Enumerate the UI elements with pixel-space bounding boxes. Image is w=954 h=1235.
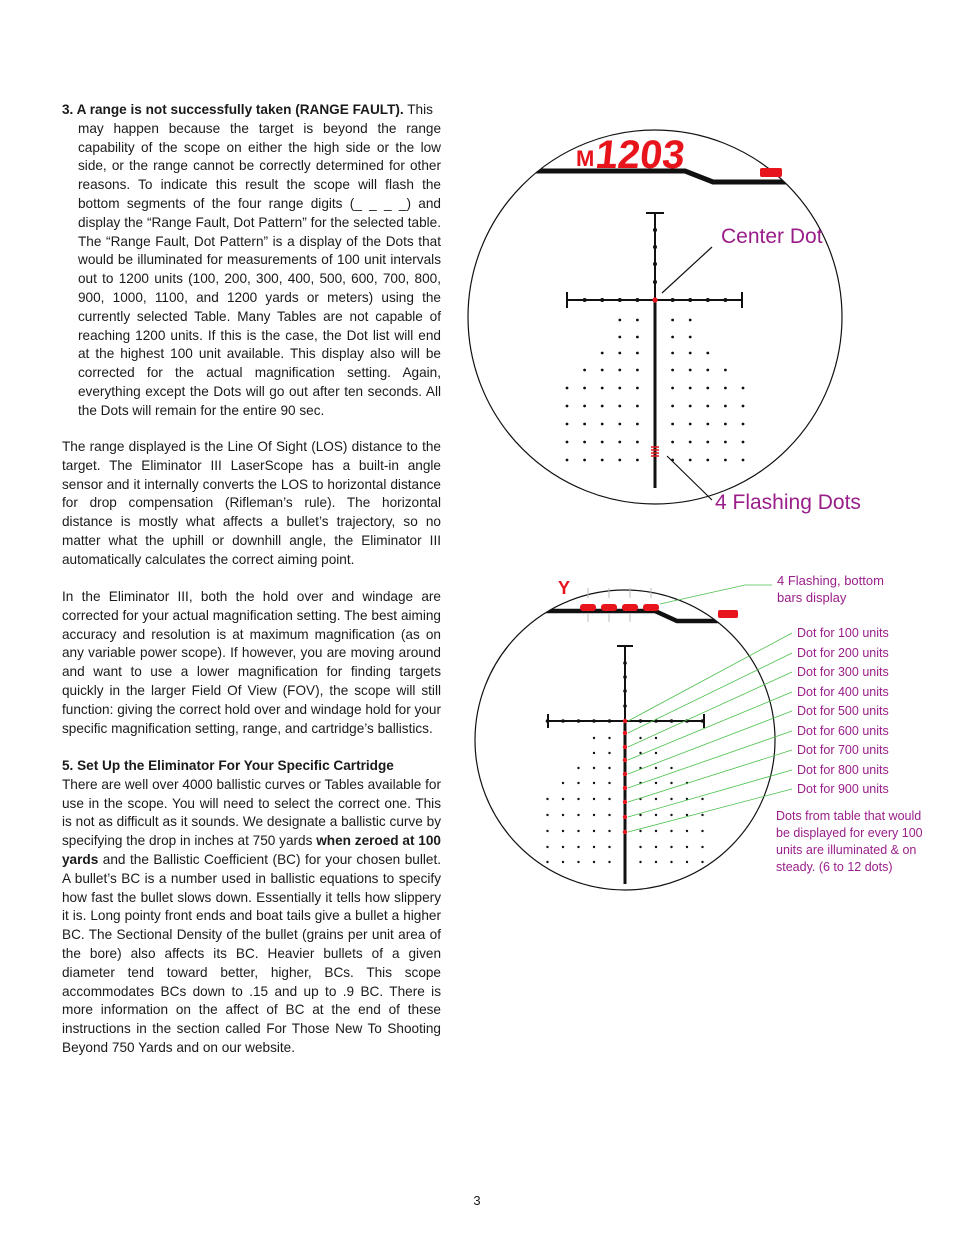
section-5 bbox=[62, 757, 441, 1058]
reticle-dot bbox=[670, 830, 672, 832]
display-bar-2 bbox=[470, 611, 800, 621]
section-5-body: There are well over 4000 ballistic curves or Tables available for use in the scope. You will need to select the correct one. This is not as difficult as it sounds. We designate a ballistic curve by specifying the drop in inches at 750 yards when zeroed at 100 yards and the Ballistic Coefficient (BC) for your chosen bullet. A bullet’s BC is a number used in ballistic equations to specify how fast the bullet slows down. Essentially it tells how slippery it is. Long pointy front ends and boat tails give a bullet a higher BC. The Sectional Density of the bullet (grains per unit area of the bore) also affects its BC. Heavier bullets of a given diameter tend toward better, higher, BCs. This scope accommodates BCs down to .15 and up to .9 BC. There is more information on the affect of BC at the end of these instructions in the section called For Those New To Shooting Beyond 750 Yards and on our website. bbox=[62, 776, 441, 1055]
reticle-dot bbox=[655, 861, 657, 863]
reticle-dot bbox=[601, 405, 604, 408]
label-leaders bbox=[628, 633, 792, 832]
reticle-dot bbox=[583, 423, 586, 426]
range-fault-heading: 3. A range is not successfully taken (RANGE FAULT). bbox=[62, 102, 404, 117]
dot-label: Dot for 100 units bbox=[797, 626, 889, 640]
center-dot bbox=[652, 297, 657, 302]
reticle-dot bbox=[655, 830, 657, 832]
dot-label: Dot for 200 units bbox=[797, 646, 889, 660]
reticle-dot bbox=[636, 423, 639, 426]
reticle-dot bbox=[566, 405, 569, 408]
section-5-heading: 5. Set Up the Eliminator For Your Specific Cartridge bbox=[62, 758, 394, 773]
reticle-dot bbox=[689, 423, 692, 426]
reticle-dot bbox=[670, 861, 672, 863]
reticle-dot bbox=[636, 336, 639, 339]
reticle-dot bbox=[608, 767, 610, 769]
reticle-dot bbox=[608, 719, 612, 723]
reticle-figure-range-fault bbox=[455, 105, 875, 525]
reticle-dot bbox=[670, 767, 672, 769]
reticle-dot bbox=[546, 798, 548, 800]
reticle-dot bbox=[670, 846, 672, 848]
dot-label: Dot for 400 units bbox=[797, 685, 889, 699]
reticle-dot bbox=[593, 830, 595, 832]
reticle-dot bbox=[639, 752, 641, 754]
reticle-dot bbox=[653, 280, 657, 284]
reticle-dot bbox=[655, 782, 657, 784]
bars-leader bbox=[660, 585, 772, 604]
reticle-dot bbox=[689, 405, 692, 408]
reticle-dot bbox=[636, 405, 639, 408]
reticle-dot bbox=[724, 441, 727, 444]
reticle-dot bbox=[671, 423, 674, 426]
reticle-dot bbox=[601, 459, 604, 462]
reticle-dot bbox=[593, 767, 595, 769]
dot-label: Dot for 300 units bbox=[797, 665, 889, 679]
dot-label-leader bbox=[628, 731, 792, 788]
reticle-dot bbox=[724, 387, 727, 390]
reticle-dot bbox=[636, 352, 639, 355]
reticle-dot bbox=[706, 423, 709, 426]
reticle-dot bbox=[742, 387, 745, 390]
note-line-1: Dots from table that would bbox=[776, 809, 922, 823]
reticle-dot bbox=[636, 369, 639, 372]
reticle-dot bbox=[639, 719, 643, 723]
reticle-dot bbox=[623, 689, 627, 693]
reticle-dot bbox=[583, 405, 586, 408]
reticle-dot bbox=[623, 800, 627, 804]
reticle-dot bbox=[655, 798, 657, 800]
reticle-dot bbox=[593, 846, 595, 848]
reticle-dot bbox=[742, 441, 745, 444]
bars-label-line2: bars display bbox=[777, 590, 847, 605]
reticle-dot bbox=[671, 441, 674, 444]
bars-label-line1: 4 Flashing, bottom bbox=[777, 573, 884, 588]
reticle-dot bbox=[546, 830, 548, 832]
reticle-dot bbox=[546, 719, 550, 723]
dot-label: Dot for 700 units bbox=[797, 743, 889, 757]
reticle-dot bbox=[577, 782, 579, 784]
reticle-dot bbox=[608, 752, 610, 754]
reticle-figure-dot-pattern bbox=[455, 560, 935, 910]
reticle-dot bbox=[562, 798, 564, 800]
reticle-dot bbox=[566, 441, 569, 444]
reticle-dot bbox=[601, 352, 604, 355]
reticle-dot bbox=[670, 782, 672, 784]
reticle-dot bbox=[655, 814, 657, 816]
reticle-dot bbox=[583, 459, 586, 462]
unit-letter-2: Y bbox=[558, 578, 571, 598]
reticle-dot bbox=[689, 352, 692, 355]
reticle-dot bbox=[583, 441, 586, 444]
reticle-dot bbox=[689, 336, 692, 339]
reticle-dot bbox=[600, 298, 604, 302]
reticle-dot bbox=[655, 767, 657, 769]
reticle-dot bbox=[706, 459, 709, 462]
center-dot-label: Center Dot bbox=[721, 225, 823, 248]
range-fault-body: may happen because the target is beyond the range capability of the scope on either the high side or the low side, or the range cannot be correctly determined for other reasons. To indicate this result the scope will flash the bottom segments of the four range digits (_ _ _ _) and display the “Range Fault, Dot Pattern” for the selected table. The “Range Fault, Dot Pattern” is a display of the Dots that would be illuminated for measurements of 100 unit intervals out to 1200 units (100, 200, 300, 400, 500, 600, 700, 800, 900, 1000, 1100, and 1200 yards or meters) using the currently selected Table. Many Tables are not capable of reaching 1200 units. If this is the case, the Dot list will end at the highest 100 unit available. This display also will be corrected for the actual magnification setting. Again, everything except the Dots will go out after ten seconds. All the Dots will remain for the entire 90 sec. bbox=[78, 120, 441, 418]
reticle-dot bbox=[608, 798, 610, 800]
reticle-dot bbox=[618, 387, 621, 390]
reticle-dot bbox=[593, 752, 595, 754]
dot-label-leader bbox=[628, 672, 792, 747]
reticle-dot bbox=[583, 387, 586, 390]
reticle-dot bbox=[701, 798, 703, 800]
reticle-dot bbox=[583, 298, 587, 302]
reticle-dot bbox=[562, 846, 564, 848]
reticle-dot bbox=[546, 814, 548, 816]
reticle-dot bbox=[562, 861, 564, 863]
reticle-dot bbox=[701, 719, 705, 723]
los-paragraph: The range displayed is the Line Of Sight (LOS) distance to the target. The Eliminator III LaserScope has a built-in angle sensor and it internally converts the LOS to horizontal distance for drop compensation (Rifleman’s rule). The horizontal distance is mostly what affects a bullet’s trajectory, so no matter what the uphill or downhill angle, the Eliminator III automatically calculates the correct aiming point. bbox=[62, 439, 441, 567]
reticle-dot bbox=[618, 298, 622, 302]
range-digits: 1203 bbox=[593, 133, 687, 177]
reticle-dot bbox=[608, 846, 610, 848]
dot-label-leader bbox=[628, 692, 792, 760]
reticle-dot bbox=[706, 387, 709, 390]
reticle-dot bbox=[639, 846, 641, 848]
reticle-dot bbox=[706, 441, 709, 444]
reticle-dot bbox=[724, 405, 727, 408]
reticle-dot bbox=[566, 459, 569, 462]
reticle-dot bbox=[593, 861, 595, 863]
reticle-dot bbox=[670, 814, 672, 816]
reticle-dot bbox=[577, 798, 579, 800]
reticle-dot bbox=[671, 387, 674, 390]
reticle-dot bbox=[623, 675, 627, 679]
reticle-dot bbox=[689, 369, 692, 372]
reticle-dot bbox=[689, 319, 692, 322]
reticle-dot bbox=[618, 352, 621, 355]
reticle-dot bbox=[686, 830, 688, 832]
reticle-dot bbox=[562, 814, 564, 816]
reticle-dot bbox=[593, 798, 595, 800]
reticle-dot bbox=[577, 814, 579, 816]
reticle-dot bbox=[623, 731, 627, 735]
reticle-dot bbox=[639, 737, 641, 739]
reticle-dot bbox=[701, 846, 703, 848]
battery-indicator-2 bbox=[718, 610, 738, 618]
dot-label-leader bbox=[628, 770, 792, 817]
reticle-dot bbox=[636, 459, 639, 462]
reticle-dot bbox=[671, 336, 674, 339]
flashing-dots-leader bbox=[667, 456, 712, 500]
dot-label-leader bbox=[628, 789, 792, 832]
reticle-dot bbox=[686, 861, 688, 863]
reticle-dot bbox=[742, 405, 745, 408]
reticle-dot bbox=[653, 262, 657, 266]
reticle-dot bbox=[618, 441, 621, 444]
dot-label: Dot for 800 units bbox=[797, 763, 889, 777]
reticle-dot bbox=[592, 719, 596, 723]
reticle-dot bbox=[623, 758, 627, 762]
reticle-dot bbox=[671, 405, 674, 408]
dot-label-leader bbox=[628, 633, 792, 721]
reticle-dot bbox=[593, 737, 595, 739]
reticle-dot bbox=[686, 846, 688, 848]
dots-note bbox=[776, 809, 923, 874]
reticle-dot bbox=[601, 441, 604, 444]
reticle-dot bbox=[701, 861, 703, 863]
reticle-dot bbox=[608, 814, 610, 816]
reticle-dot bbox=[608, 782, 610, 784]
reticle-dot bbox=[653, 228, 657, 232]
reticle-dot bbox=[562, 782, 564, 784]
reticle-dot bbox=[671, 319, 674, 322]
flashing-dots-label: 4 Flashing Dots bbox=[715, 491, 861, 514]
unit-letter: M bbox=[576, 146, 595, 171]
reticle-dot bbox=[546, 846, 548, 848]
reticle-dot bbox=[639, 814, 641, 816]
note-line-2: be displayed for every 100 bbox=[776, 826, 923, 840]
reticle-dot bbox=[577, 846, 579, 848]
reticle-dot bbox=[671, 298, 675, 302]
reticle-dot bbox=[623, 772, 627, 776]
range-fault-item bbox=[62, 101, 441, 421]
reticle-dot bbox=[655, 846, 657, 848]
reticle-dot bbox=[742, 423, 745, 426]
reticle-dot bbox=[653, 245, 657, 249]
reticle-dot bbox=[593, 814, 595, 816]
reticle-dot bbox=[618, 459, 621, 462]
reticle-dot bbox=[706, 352, 709, 355]
reticle-dot bbox=[623, 704, 627, 708]
reticle-dot bbox=[577, 861, 579, 863]
battery-indicator bbox=[760, 168, 782, 177]
reticle-dot bbox=[546, 861, 548, 863]
reticle-dot bbox=[593, 782, 595, 784]
magnification-paragraph: In the Eliminator III, both the hold over and windage are corrected for your actual magnification setting. The best aiming accuracy and resolution is at maximum magnification (as on any variable power scope). If however, you are moving around and want to use a lower magnification for finding targets quickly in the larger Field Of View (FOV), the scope will still function: giving the correct hold over and windage hold for your specific magnification setting, range, and cartridge’s ballistics. bbox=[62, 589, 441, 736]
reticle-dot bbox=[562, 830, 564, 832]
dot-label: Dot for 500 units bbox=[797, 704, 889, 718]
reticle-dot bbox=[623, 830, 627, 834]
reticle-dot bbox=[561, 719, 565, 723]
reticle-dot bbox=[623, 815, 627, 819]
dot-label: Dot for 900 units bbox=[797, 782, 889, 796]
reticle-dot bbox=[655, 752, 657, 754]
note-line-4: steady. (6 to 12 dots) bbox=[776, 860, 893, 874]
reticle-dot bbox=[706, 405, 709, 408]
reticle-dot bbox=[655, 737, 657, 739]
reticle-dot bbox=[577, 719, 581, 723]
reticle-dot bbox=[636, 319, 639, 322]
reticle-dot bbox=[689, 387, 692, 390]
reticle-dot bbox=[636, 387, 639, 390]
reticle-dot bbox=[670, 798, 672, 800]
reticle-dot bbox=[686, 814, 688, 816]
reticle-dot bbox=[577, 830, 579, 832]
reticle-dot bbox=[636, 441, 639, 444]
reticle-dot bbox=[701, 814, 703, 816]
range-fault-lead: 3. A range is not successfully taken (RANGE FAULT). This bbox=[62, 102, 433, 117]
reticle-dot bbox=[724, 459, 727, 462]
reticle-dot bbox=[583, 369, 586, 372]
reticle-dot bbox=[689, 441, 692, 444]
reticle-dot bbox=[618, 319, 621, 322]
reticle-dot bbox=[577, 767, 579, 769]
range-readout bbox=[576, 133, 687, 177]
reticle-dot bbox=[623, 719, 627, 723]
reticle-dot bbox=[706, 369, 709, 372]
reticle-dot bbox=[724, 369, 727, 372]
reticle-dot bbox=[618, 369, 621, 372]
page-number: 3 bbox=[473, 1193, 481, 1208]
reticle-dot bbox=[608, 830, 610, 832]
reticle-dot bbox=[566, 423, 569, 426]
reticle-dot bbox=[706, 298, 710, 302]
reticle-dot bbox=[618, 423, 621, 426]
reticle-dot bbox=[635, 298, 639, 302]
center-dot-leader bbox=[662, 247, 712, 293]
reticle-dot bbox=[724, 423, 727, 426]
reticle-dot bbox=[608, 861, 610, 863]
reticle-dot bbox=[601, 369, 604, 372]
dot-labels bbox=[797, 626, 889, 796]
reticle-dot bbox=[618, 336, 621, 339]
reticle-dot bbox=[618, 405, 621, 408]
reticle-dot bbox=[608, 737, 610, 739]
dot-label: Dot for 600 units bbox=[797, 724, 889, 738]
reticle-dot bbox=[671, 352, 674, 355]
reticle-dot bbox=[671, 369, 674, 372]
reticle-dot bbox=[639, 861, 641, 863]
reticle-dot bbox=[623, 745, 627, 749]
note-line-3: units are illuminated & on bbox=[776, 843, 917, 857]
reticle-dot bbox=[670, 719, 674, 723]
reticle-dot bbox=[701, 830, 703, 832]
reticle-dot bbox=[639, 830, 641, 832]
reticle-dot bbox=[689, 459, 692, 462]
reticle-dot bbox=[688, 298, 692, 302]
dot-label-leader bbox=[628, 750, 792, 802]
reticle-dot bbox=[566, 387, 569, 390]
reticle-dot bbox=[623, 786, 627, 790]
reticle-dot bbox=[601, 423, 604, 426]
reticle-dot bbox=[723, 298, 727, 302]
reticle-dot bbox=[742, 459, 745, 462]
reticle-dot bbox=[601, 387, 604, 390]
reticle-dot bbox=[623, 661, 627, 665]
